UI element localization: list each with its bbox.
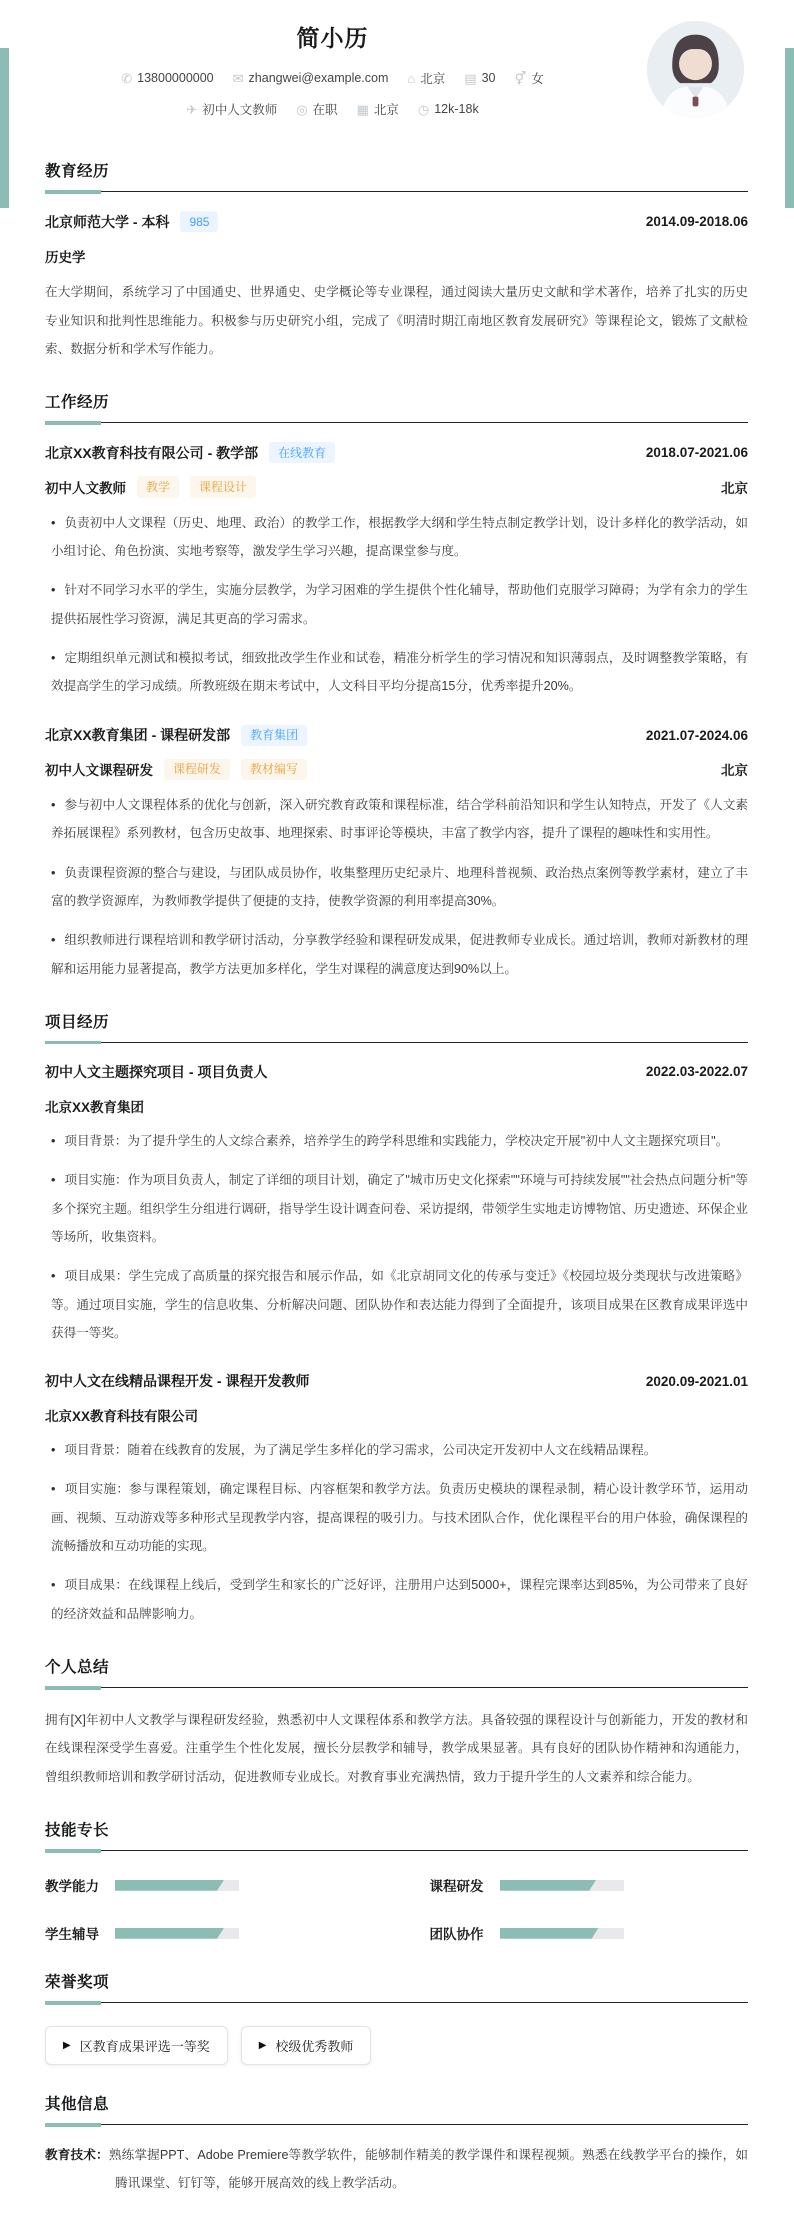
work-bullet: • 定期组织单元测试和模拟考试，细致批改学生作业和试卷，精准分析学生的学习情况和知识薄弱点，及时调整教学策略，有效提高学生的学习成绩。所教班级在期末考试中，人文科目平均分提高15分，优秀率提升20%。 [45, 644, 748, 701]
work-date: 2021.07-2024.06 [645, 727, 748, 743]
section-title-skills: 技能专长 [45, 1818, 748, 1851]
education-date: 2014.09-2018.06 [645, 214, 748, 230]
contact-gender [514, 69, 543, 87]
contact-row-1 [45, 69, 620, 87]
work-date: 2018.07-2021.06 [645, 445, 748, 461]
skill-bar-fill [500, 1928, 599, 1939]
other-info-label: 教育技术： [45, 2148, 109, 2163]
skill-teaching [45, 1875, 364, 1895]
location-icon: ⌂ [407, 70, 416, 86]
contact-city [357, 100, 399, 118]
education-school [45, 211, 218, 232]
honor-label: 区教育成果评选一等奖 [79, 2039, 210, 2055]
work-role-row [45, 476, 748, 497]
contact-location [407, 69, 445, 87]
skill-label: 教学能力 [45, 1879, 99, 1895]
role-tag: 教学 [137, 476, 179, 497]
contact-salary [418, 102, 479, 116]
education-description: 在大学期间，系统学习了中国通史、世界通史、史学概论等专业课程，通过阅读大量历史文献和学术著作，培养了扎实的历史专业知识和批判性思维能力。积极参与历史研究小组，完成了《明清时期江南地区教育发展研究》等课程论文，锻炼了文献检索、数据分析和学术写作能力。 [45, 285, 748, 356]
project-bullet: • 项目实施：作为项目负责人，制定了详细的项目计划，确定了"城市历史文化探索""环境与可持续发展""社会热点问题分析"等多个探究主题。组织学生分组进行调研，指导学生设计调查问卷、采访提纲，带领学生实地走访博物馆、历史遗迹、环保企业等场所，收集资料。 [45, 1166, 748, 1251]
skill-label: 课程研发 [429, 1879, 484, 1895]
section-title-projects: 项目经历 [45, 1010, 748, 1043]
education-entry-header [45, 211, 748, 232]
project-date: 2022.03-2022.07 [645, 1064, 748, 1080]
work-bullet: • 负责课程资源的整合与建设，与团队成员协作，收集整理历史纪录片、地理科普视频、政治热点案例等教学素材，建立了丰富的教学资源库，为教师教学提供了便捷的支持，使教学资源的利用率提高30%。 [45, 859, 748, 916]
left-accent-bar [0, 48, 9, 208]
skills-grid [45, 1875, 748, 1943]
skill-bar-fill [500, 1880, 597, 1891]
section-title-other: 其他信息 [45, 2092, 748, 2125]
phone-value: 13800000000 [137, 71, 214, 85]
school-name: 北京师范大学 - 本科 [45, 213, 170, 230]
age-icon: ▤ [464, 70, 477, 86]
position-icon: ✈ [186, 101, 198, 117]
contact-phone [121, 71, 213, 85]
status-icon: ◎ [296, 101, 308, 117]
section-education [45, 159, 748, 363]
email-value: zhangwei@example.com [248, 71, 389, 85]
project-title: 初中人文主题探究项目 - 项目负责人 [45, 1063, 268, 1080]
project-org: 北京XX教育集团 [45, 1099, 145, 1115]
skill-bar-track [115, 1880, 239, 1891]
section-title-summary: 个人总结 [45, 1655, 748, 1688]
skill-student-coaching [45, 1923, 364, 1943]
skill-bar-track [500, 1880, 624, 1891]
right-accent-bar [785, 48, 794, 208]
phone-icon: ✆ [121, 70, 133, 86]
school-985-badge: 985 [180, 211, 218, 232]
role-tag: 课程研发 [164, 759, 230, 780]
contact-age [464, 71, 495, 85]
resume-header [45, 20, 748, 132]
work-location: 北京 [721, 763, 748, 779]
company-badge: 在线教育 [269, 442, 335, 463]
section-title-honors: 荣誉奖项 [45, 1970, 748, 2003]
section-title-work: 工作经历 [45, 390, 748, 423]
work-location: 北京 [721, 480, 748, 496]
salary-icon: ◷ [417, 101, 430, 117]
section-projects [45, 1010, 748, 1628]
status-value: 在职 [312, 103, 338, 117]
role-title: 初中人文课程研发 [45, 763, 153, 779]
company-name: 北京XX教育科技有限公司 - 教学部 [45, 444, 259, 461]
skill-teamwork [430, 1923, 749, 1943]
contact-status [296, 100, 337, 118]
project-entry-1 [45, 1062, 748, 1347]
contact-position [186, 100, 277, 118]
email-icon: ✉ [232, 70, 244, 86]
company-badge: 教育集团 [241, 725, 307, 746]
work-bullet: • 针对不同学习水平的学生，实施分层教学，为学习困难的学生提供个性化辅导，帮助他们克服学习障碍；为学有余力的学生提供拓展性学习资源，满足其更高的学习需求。 [45, 576, 748, 633]
skill-bar-fill [115, 1880, 224, 1891]
position-value: 初中人文教师 [202, 103, 278, 117]
section-work [45, 390, 748, 983]
work-bullet: • 组织教师进行课程培训和教学研讨活动，分享教学经验和课程研发成果，促进教师专业成长。通过培训，教师对新教材的理解和运用能力显著提高，教学方法更加多样化，学生对课程的满意度达到90%以上。 [45, 926, 748, 983]
salary-value: 12k-18k [434, 102, 479, 116]
company-line [45, 442, 335, 463]
skill-bar-track [500, 1928, 624, 1939]
skill-bar-track [115, 1928, 239, 1939]
project-bullet: • 项目背景：随着在线教育的发展，为了满足学生多样化的学习需求，公司决定开发初中人文在线精品课程。 [45, 1436, 748, 1464]
skill-bar-fill [115, 1928, 224, 1939]
work-bullet: • 负责初中人文课程（历史、地理、政治）的教学工作，根据教学大纲和学生特点制定教学计划，设计多样化的教学活动，如小组讨论、角色扮演、实地考察等，激发学生学习兴趣，提高课堂参与度。 [45, 509, 748, 566]
profile-photo [647, 21, 744, 118]
project-bullet: • 项目成果：在线课程上线后，受到学生和家长的广泛好评，注册用户达到5000+，课程完课率达到85%，为公司带来了良好的经济效益和品牌影响力。 [45, 1571, 748, 1628]
role-tag: 课程设计 [190, 476, 256, 497]
person-placeholder-icon [647, 21, 744, 118]
triangle-icon: ▶ [258, 2039, 267, 2051]
project-bullet: • 项目背景：为了提升学生的人文综合素养，培养学生的跨学科思维和实践能力，学校决定开展"初中人文主题探究项目"。 [45, 1127, 748, 1155]
company-line [45, 725, 307, 746]
role-title: 初中人文教师 [45, 480, 126, 496]
project-entry-header [45, 1062, 748, 1082]
triangle-icon: ▶ [63, 2039, 71, 2051]
skill-label: 学生辅导 [45, 1927, 99, 1943]
contact-row-2 [45, 100, 620, 118]
company-name: 北京XX教育集团 - 课程研发部 [45, 727, 231, 744]
project-entry-2 [45, 1371, 748, 1628]
age-value: 30 [481, 71, 496, 85]
project-title: 初中人文在线精品课程开发 - 课程开发教师 [45, 1373, 310, 1390]
header-text-block [45, 20, 620, 118]
section-title-education: 教育经历 [45, 159, 748, 192]
work-role-row [45, 759, 748, 780]
work-bullet: • 参与初中人文课程体系的优化与创新，深入研究教育政策和课程标准，结合学科前沿知识和学生认知特点，开发了《人文素养拓展课程》系列教材，包含历史故事、地理探索、时事评论等模块，丰富了教学内容，提升了课程的趣味性和实用性。 [45, 791, 748, 848]
work-entry-1 [45, 442, 748, 700]
project-org: 北京XX教育科技有限公司 [45, 1409, 199, 1425]
section-summary [45, 1655, 748, 1791]
role-tag: 教材编写 [241, 759, 307, 780]
honor-list [45, 2026, 748, 2065]
other-info-text: 熟练掌握PPT、Adobe Premiere等教学软件，能够制作精美的教学课件和课程视频。熟悉在线教学平台的操作，如腾讯课堂、钉钉等，能够开展高效的线上教学活动。 [108, 2148, 749, 2191]
project-bullet: • 项目实施：参与课程策划，确定课程目标、内容框架和教学方法。负责历史模块的课程录制，精心设计教学环节，运用动画、视频、互动游戏等多种形式呈现教学内容，提高课程的吸引力。与技术团队合作，优化课程平台的用户体验，确保课程的流畅播放和互动功能的实现。 [45, 1475, 748, 1560]
summary-text: 拥有[X]年初中人文教学与课程研发经验，熟悉初中人文课程体系和教学方法。具备较强的课程设计与创新能力，开发的教材和在线课程深受学生喜爱。注重学生个性化发展，擅长分层教学和辅导，教学成果显著。具有良好的团队协作精神和沟通能力，曾组织教师培训和教学研讨活动，促进教师专业成长。对教育事业充满热情，致力于提升学生的人文素养和综合能力。 [45, 1713, 748, 1784]
role-line [45, 476, 256, 497]
candidate-name: 简小历 [296, 25, 369, 51]
other-info-paragraph [45, 2141, 748, 2198]
gender-icon: ⚥ [514, 70, 527, 86]
section-other [45, 2092, 748, 2198]
role-line [45, 759, 307, 780]
skill-label: 团队协作 [429, 1927, 484, 1943]
honor-item-award[interactable] [45, 2026, 228, 2065]
section-skills [45, 1818, 748, 1943]
work-entry-2 [45, 725, 748, 983]
honor-label: 校级优秀教师 [275, 2039, 354, 2055]
work-entry-header [45, 442, 748, 463]
work-entry-header [45, 725, 748, 746]
honor-item-excellent-teacher[interactable] [241, 2026, 372, 2065]
city-value: 北京 [373, 103, 399, 117]
project-date: 2020.09-2021.01 [645, 1373, 748, 1389]
project-entry-header [45, 1371, 748, 1391]
project-bullet: • 项目成果：学生完成了高质量的探究报告和展示作品，如《北京胡同文化的传承与变迁》《校园垃圾分类现状与改进策略》等。通过项目实施，学生的信息收集、分析解决问题、团队协作和表达能力得到了全面提升，该项目成果在区教育成果评选中获得一等奖。 [45, 1262, 748, 1347]
education-major: 历史学 [45, 250, 86, 266]
gender-value: 女 [531, 72, 544, 86]
location-value: 北京 [420, 72, 446, 86]
skill-curriculum-rd [430, 1875, 749, 1895]
contact-email [233, 71, 389, 85]
city-icon: ▦ [356, 101, 369, 117]
section-honors [45, 1970, 748, 2065]
